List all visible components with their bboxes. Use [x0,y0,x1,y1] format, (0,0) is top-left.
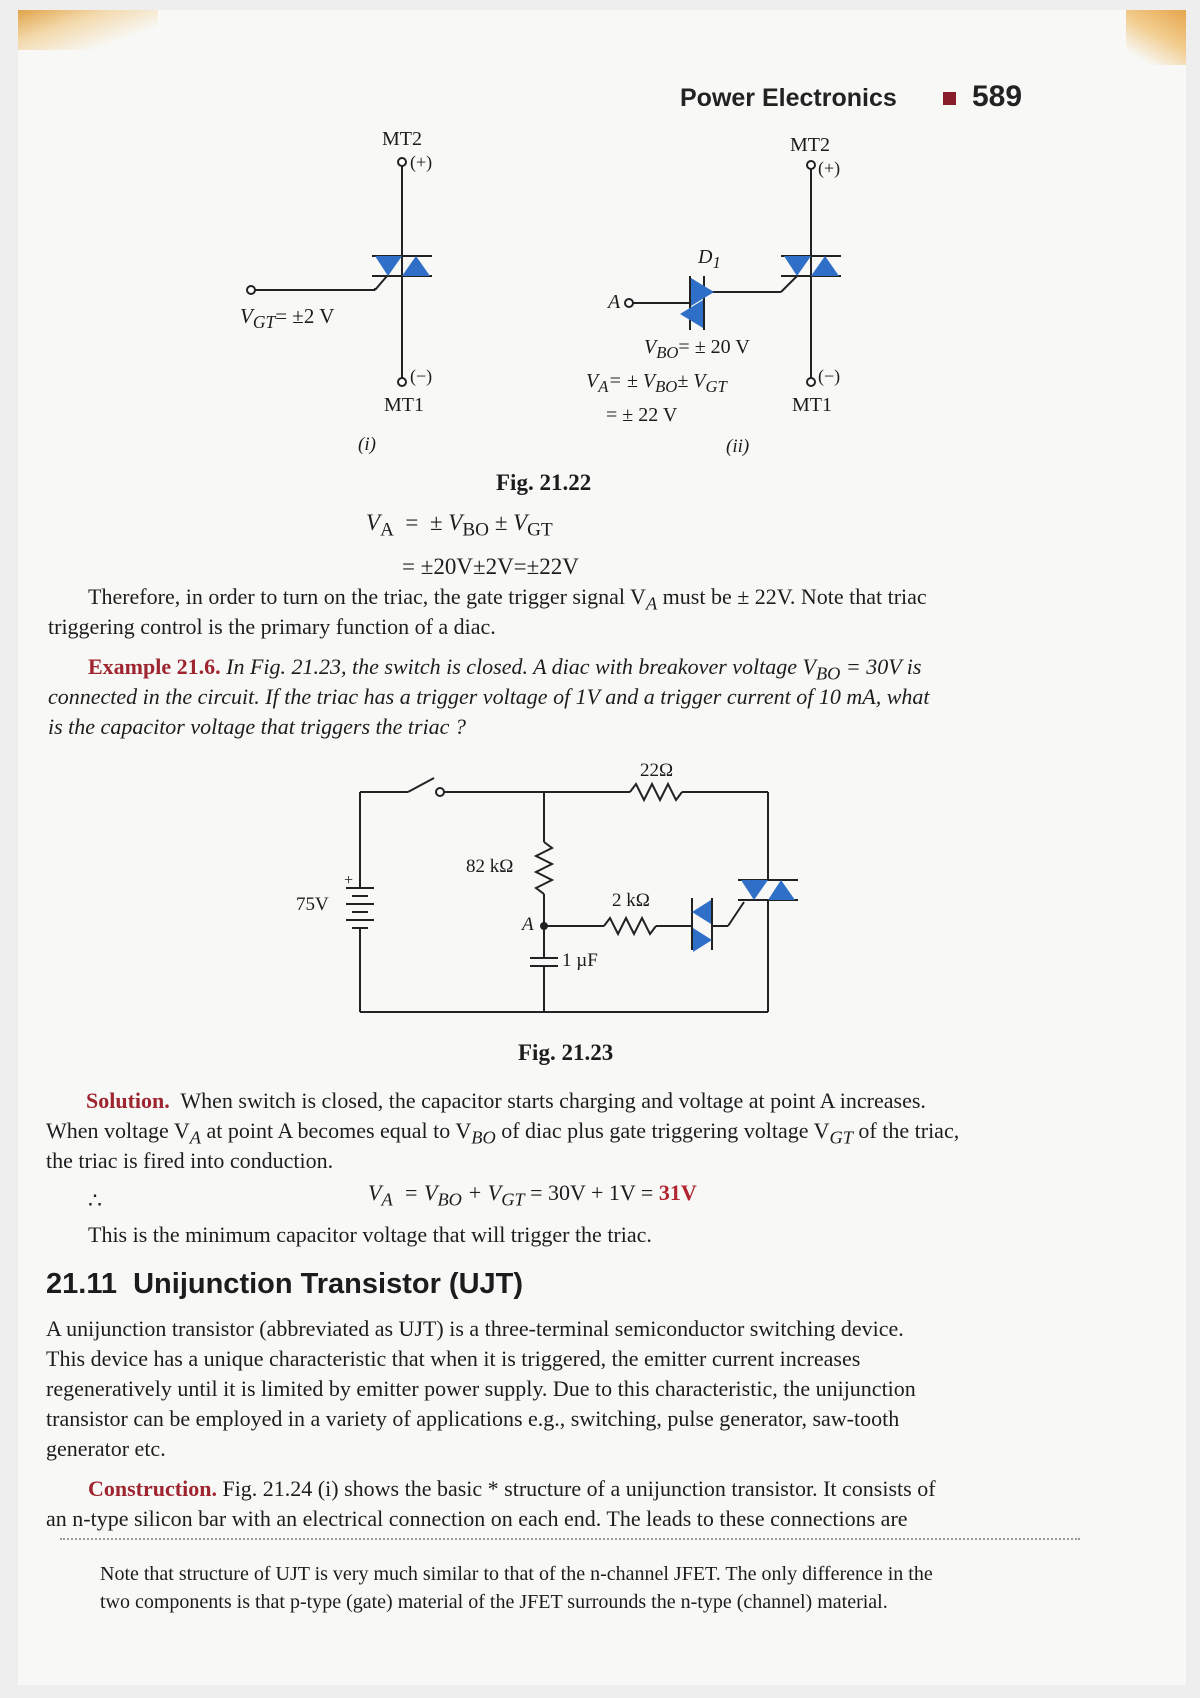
sol2-sub-c: GT [829,1127,853,1148]
sol-eq-rest: = 30V + 1V = [524,1180,659,1205]
vgt-value: = ±2 V [275,304,335,328]
section-number: 21.11 [46,1268,117,1300]
battery-plus-label: + [344,872,354,889]
section-title: Unijunction Transistor (UJT) [133,1268,524,1300]
node-a-label: A [522,914,534,935]
eq1-sub2: GT [527,519,553,541]
vbo-value: = ± 20 V [678,336,750,358]
fig22ii-minus-label: (−) [818,366,841,386]
r2k-label: 2 kΩ [612,890,650,911]
construction-label: Construction. [88,1476,217,1501]
sol2-sub-b: BO [471,1127,496,1148]
construction-line1 [88,1474,936,1504]
therefore-symbol: ∴ [88,1188,102,1213]
ujt-para-line2: This device has a unique characteristic that when it is triggered, the emitter current increases [46,1346,861,1371]
va-pm: ± V [677,370,706,392]
fig-21-23-caption: Fig. 21.23 [518,1040,614,1065]
fig22ii-va-line1 [586,370,727,397]
fig22ii-va-line2: = ± 22 V [606,404,678,426]
sol2-c: of diac plus gate triggering voltage V [495,1118,830,1143]
solution-text1: When switch is closed, the capacitor starts charging and voltage at point A increases. [180,1088,926,1113]
circuit-21-23-drawing [346,778,798,1012]
solution-line3: the triac is fired into conduction. [46,1148,334,1173]
equation1-line2: = ±20V±2V=±22V [402,554,579,579]
battery-label: 75V [296,894,329,915]
para1-text-a: Therefore, in order to turn on the triac, the gate trigger signal V [88,584,646,609]
example-text-a: In Fig. 21.23, the switch is closed. A diac with breakover voltage V [226,654,816,679]
d1-symbol: D [698,246,713,268]
ujt-para-line4: transistor can be employed in a variety of applications e.g., switching, pulse generator, saw-tooth [46,1406,900,1431]
fig22ii-mt1-label: MT1 [792,394,832,416]
fig22i-plus-label: (+) [410,152,433,172]
fig22ii-vbo-label [644,336,750,363]
example-label: Example 21.6. [88,654,221,679]
example-sub: BO [815,663,841,684]
sol-eq-result: 31V [658,1180,697,1205]
example-line2: connected in the circuit. If the triac has a trigger voltage of 1V and a trigger current of 10 mA, what [48,684,930,709]
sol2-d: of the triac, [852,1118,960,1143]
eq1-term2: ± V [494,510,528,535]
r22-label: 22Ω [640,760,674,781]
ujt-para-line3: regeneratively until it is limited by emitter power supply. Due to this characteristic, the unijunction [46,1376,916,1401]
eq1-sub1: BO [462,519,489,541]
va-gt-subscript: GT [705,377,727,396]
fig22i-mt1-label: MT1 [384,394,424,416]
fig22i-mt2-label: MT2 [382,128,422,150]
construction-line2: an n-type silicon bar with an electrical connection on each end. The leads to these connections are [46,1506,908,1531]
sol-eq-lhs-sub: A [381,1189,393,1210]
fig22i-sub-label: (i) [358,434,376,455]
fig-21-22-caption: Fig. 21.22 [496,470,592,495]
fig22ii-mt2-label: MT2 [790,134,830,156]
sol-eq-lhs: V [368,1180,382,1205]
va-subscript: A [598,377,609,396]
sol2-sub-a: A [189,1127,201,1148]
equation1-line1 [366,508,553,546]
fig22ii-sub-label: (ii) [726,436,750,457]
sol2-b: at point A becomes equal to V [200,1118,472,1143]
footnote-line2: two components is that p-type (gate) material of the JFET surrounds the n-type (channel) material. [100,1591,888,1613]
va-rest: = ± V [608,370,656,392]
sol-eq-plus: + V [461,1180,502,1205]
solution-label: Solution. [86,1088,170,1113]
triac-i-drawing [247,158,432,386]
ujt-para-line1: A unijunction transistor (abbreviated as UJT) is a three-terminal semiconductor switching device. [46,1316,904,1341]
r82k-label: 82 kΩ [466,856,514,877]
fig22ii-d1-label [698,246,721,273]
sol-eq-sub1: BO [437,1189,462,1210]
fig22i-vgt-label [240,304,334,333]
para1-sub: A [645,593,658,614]
sol2-a: When voltage V [46,1118,190,1143]
eq1-lhs: V [366,510,381,535]
eq1-equals: = [405,510,419,535]
fig22ii-plus-label: (+) [818,158,841,178]
section-heading [46,1268,523,1301]
vbo-subscript: BO [656,343,679,362]
fig22ii-a-node: A [608,291,621,313]
solution-line4: This is the minimum capacitor voltage that will trigger the triac. [88,1222,652,1247]
eq1-lhs-sub: A [380,519,394,541]
para1-line2: triggering control is the primary function of a diac. [48,614,496,639]
sol-eq-mid: = V [403,1180,438,1205]
vgt-symbol: V [240,304,253,328]
construction-text1: Fig. 21.24 (i) shows the basic * structure of a unijunction transistor. It consists of [222,1476,936,1501]
footnote-divider [60,1538,1080,1540]
va-symbol: V [586,370,599,392]
ujt-para-line5: generator etc. [46,1436,166,1461]
page-number: 589 [972,80,1023,113]
eq1-term1: ± V [429,510,463,535]
solution-line1 [86,1086,926,1116]
para1-text-b: must be ± 22V. Note that triac [657,584,927,609]
example-text-b: = 30V is [840,654,922,679]
va-bo-subscript: BO [655,377,678,396]
sol-eq-sub2: GT [501,1189,525,1210]
vgt-subscript: GT [252,312,276,333]
d1-subscript: 1 [712,253,721,272]
fig22i-minus-label: (−) [410,366,433,386]
header-title: Power Electronics [680,84,897,112]
solution-equation [368,1178,697,1214]
vbo-symbol: V [644,336,657,358]
example-line3: is the capacitor voltage that triggers the triac ? [48,714,466,739]
cap-label: 1 µF [562,950,598,971]
footnote-line1: Note that structure of UJT is very much similar to that of the n-channel JFET. The only difference in the [100,1563,933,1585]
